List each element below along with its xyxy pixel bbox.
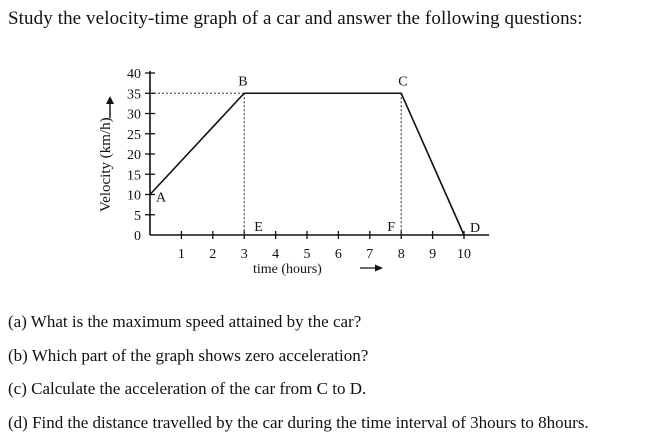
series-line: [150, 93, 464, 235]
x-tick-label: 4: [272, 247, 279, 262]
x-tick-label: 6: [335, 247, 342, 262]
y-tick-label: 40: [127, 67, 141, 82]
y-tick-label: 15: [127, 168, 141, 183]
question-b: (b) Which part of the graph shows zero acceleration?: [8, 339, 589, 373]
point-label-d: D: [470, 221, 480, 236]
y-axis-label: Velocity (km/h): [98, 117, 114, 212]
x-tick-label: 3: [241, 247, 248, 262]
x-tick-label: 8: [398, 247, 405, 262]
y-axis-arrow-head: [106, 96, 114, 104]
x-tick-label: 2: [209, 247, 216, 262]
y-tick-label: 30: [127, 108, 141, 123]
x-tick-label: 9: [429, 247, 436, 262]
page-heading: Study the velocity-time graph of a car and answer the following questions:: [8, 8, 583, 30]
question-c: (c) Calculate the acceleration of the car from C to D.: [8, 372, 589, 406]
question-d: (d) Find the distance travelled by the car during the time interval of 3hours to 8hours.: [8, 406, 589, 439]
point-label-e: E: [254, 220, 263, 235]
y-tick-label: 10: [127, 189, 141, 204]
series-polyline: [150, 93, 464, 235]
point-labels: [156, 74, 480, 236]
x-tick-label: 7: [366, 247, 373, 262]
y-tick-label: 5: [134, 209, 141, 224]
y-tick-label: 20: [127, 148, 141, 163]
y-tick-label: 0: [134, 229, 141, 244]
guide-lines: [150, 93, 401, 235]
point-label-f: F: [387, 220, 395, 235]
y-tick-label: 25: [127, 128, 141, 143]
question-a: (a) What is the maximum speed attained by the car?: [8, 305, 589, 339]
point-label-a: A: [156, 191, 167, 206]
x-axis-label: time (hours): [253, 262, 322, 277]
x-tick-label: 5: [304, 247, 311, 262]
x-tick-label: 1: [178, 247, 185, 262]
y-tick-label: 35: [127, 87, 141, 102]
question-list: [8, 305, 589, 439]
point-label-c: C: [398, 74, 407, 89]
x-tick-label: 10: [457, 247, 471, 262]
point-label-b: B: [238, 74, 247, 89]
x-axis-arrow-head: [375, 265, 383, 272]
axes: [145, 71, 489, 239]
